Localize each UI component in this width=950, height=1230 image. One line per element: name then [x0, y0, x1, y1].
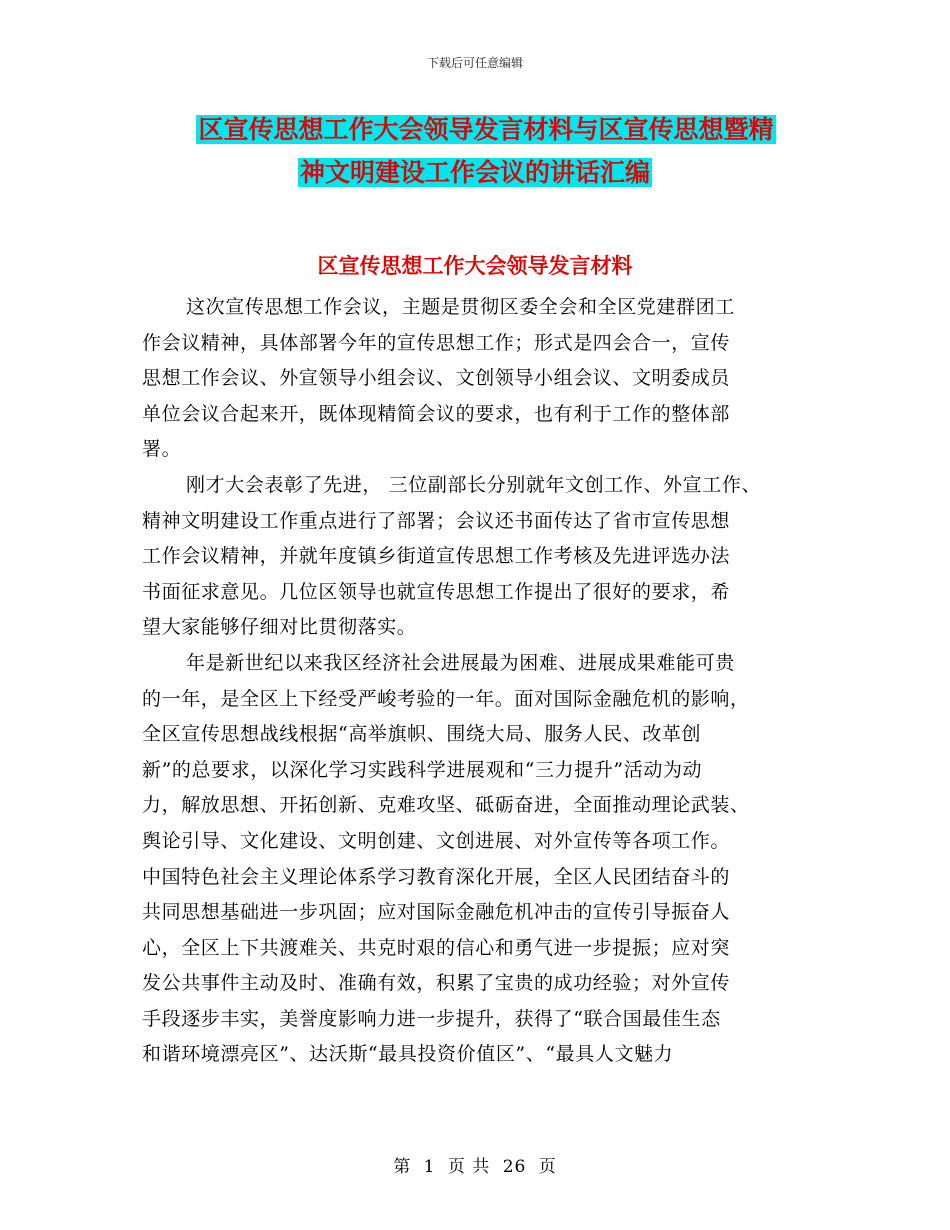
title-line-1-text: 区宣传思想工作大会领导发言材料与区宣传思想暨精: [198, 115, 774, 144]
text-line: 望大家能够仔细对比贯彻落实。: [142, 616, 417, 639]
text-line: 这次宣传思想工作会议，主题是贯彻区委全会和全区党建群团工: [186, 296, 735, 318]
footer-middle: 页 共: [447, 1157, 491, 1177]
text-line: 精神文明建设工作重点进行了部署；会议还书面传达了省市宣传思想: [142, 509, 731, 532]
text-line: 心，全区上下共渡难关、共克时艰的信心和勇气进一步提振；应对突: [142, 936, 731, 959]
text-line: 发公共事件主动及时、准确有效，积累了宝贵的成功经验；对外宣传: [142, 972, 731, 995]
header-note: 下载后可任意编辑: [426, 56, 523, 70]
paragraph-1: [142, 290, 832, 468]
body-text: [142, 290, 832, 1073]
text-line: 单位会议合起来开，既体现精简会议的要求，也有利于工作的整体部: [142, 402, 731, 425]
paragraph-3: [142, 646, 832, 1073]
title-line-2-text: 神文明建设工作会议的讲话汇编: [299, 158, 650, 187]
text-line: 署。: [142, 438, 182, 461]
text-line: 作会议精神，具体部署今年的宣传思想工作；形式是四会合一，宣传: [142, 331, 731, 354]
text-line: 舆论引导、文化建设、文明创建、文创进展、对外宣传等各项工作。: [142, 829, 731, 852]
total-page-count: 26: [502, 1157, 527, 1177]
footer-suffix: 页: [538, 1157, 557, 1177]
document-title-line-1: [0, 114, 950, 146]
text-line: 的一年，是全区上下经受严峻考验的一年。面对国际金融危机的影响，: [142, 687, 750, 710]
text-line: 手段逐步丰实，美誉度影响力进一步提升，获得了“联合国最佳生态: [142, 1007, 721, 1030]
text-line: 刚才大会表彰了先进， 三位副部长分别就年文创工作、外宣工作、: [186, 473, 762, 496]
text-line: 全区宣传思想战线根据“高举旗帜、围绕大局、服务人民、改革创: [142, 723, 702, 746]
text-line: 书面征求意见。几位区领导也就宣传思想工作提出了很好的要求，希: [142, 580, 731, 603]
text-line: 中国特色社会主义理论体系学习教育深化开展，全区人民团结奋斗的: [142, 865, 731, 888]
text-line: 工作会议精神，并就年度镇乡街道宣传思想工作考核及先进评选办法: [142, 545, 731, 568]
footer-prefix: 第: [393, 1157, 412, 1177]
current-page-number: 1: [423, 1157, 436, 1177]
section-heading: 区宣传思想工作大会领导发言材料: [317, 254, 633, 278]
text-line: 共同思想基础进一步巩固；应对国际金融危机冲击的宣传引导振奋人: [142, 901, 731, 924]
document-title-line-2: [0, 157, 950, 189]
paragraph-2: [142, 468, 832, 646]
text-line: 和谐环境漂亮区”、达沃斯“最具投资价值区”、“最具人文魅力: [142, 1043, 674, 1066]
text-line: 力，解放思想、开拓创新、克难攻坚、砥砺奋进，全面推动理论武装、: [142, 794, 750, 817]
text-line: 年是新世纪以来我区经济社会进展最为困难、进展成果难能可贵: [186, 651, 735, 674]
page-footer: [0, 1152, 950, 1177]
text-line: 新”的总要求，以深化学习实践科学进展观和“三力提升”活动为动: [142, 758, 703, 781]
text-line: 思想工作会议、外宣领导小组会议、文创领导小组会议、文明委成员: [142, 367, 731, 390]
